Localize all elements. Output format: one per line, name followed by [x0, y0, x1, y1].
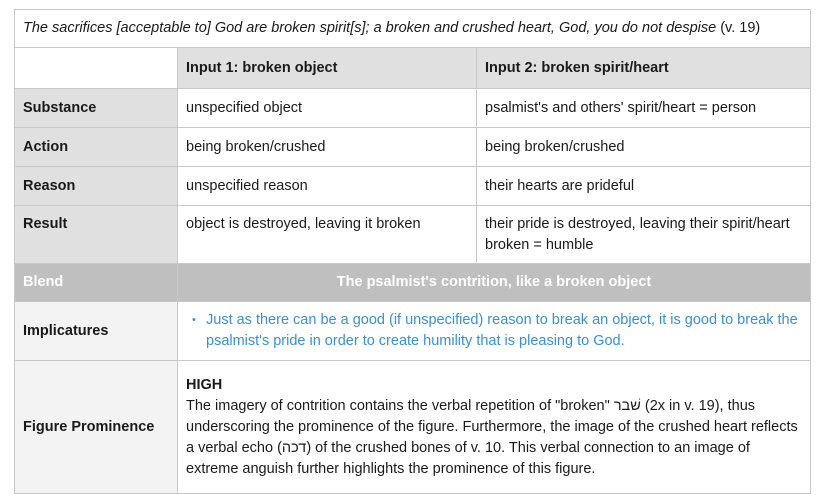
cell-input2: their hearts are prideful [477, 167, 811, 206]
prominence-row [15, 361, 811, 494]
cell-input2: being broken/crushed [477, 128, 811, 167]
implicatures-row [15, 302, 811, 361]
table-row [15, 89, 811, 128]
cell-input1: unspecified reason [178, 167, 477, 206]
cell-input1: unspecified object [178, 89, 477, 128]
row-label: Result [15, 206, 178, 264]
blend-analysis-table [14, 9, 811, 494]
prominence-text: The imagery of contrition contains the verbal repetition of "broken" שׁבר (2x in v. 19), thus underscoring the prominence of the figure. Furthermore, the image of the crushed heart reflects a verbal echo (דכה) of the crushed bones of v. 10. This verbal connection to an image of extreme anguish further highlights the prominence of this figure. [186, 397, 798, 477]
verse-text: The sacrifices [acceptable to] God are broken spirit[s]; a broken and crushed heart, God, you do not despise [23, 20, 717, 36]
verse-caption [15, 10, 811, 48]
implicatures-cell [178, 302, 811, 361]
row-label: Substance [15, 89, 178, 128]
table-row [15, 128, 811, 167]
verse-caption-row [15, 10, 811, 48]
implicature-item: • Just as there can be a good (if unspecified) reason to break an object, it is good to break the psalmist's pride in order to create humility that is pleasing to God. [206, 310, 802, 352]
header-row [15, 48, 811, 89]
blend-row [15, 264, 811, 302]
header-blank [15, 48, 178, 89]
header-input1: Input 1: broken object [178, 48, 477, 89]
cell-input1: object is destroyed, leaving it broken [178, 206, 477, 264]
row-label: Reason [15, 167, 178, 206]
prominence-label: Figure Prominence [15, 361, 178, 494]
table-row [15, 167, 811, 206]
table-row [15, 206, 811, 264]
blend-label: Blend [15, 264, 178, 302]
header-input2: Input 2: broken spirit/heart [477, 48, 811, 89]
cell-input2: their pride is destroyed, leaving their spirit/heart broken = humble [477, 206, 811, 264]
prominence-cell [178, 361, 811, 494]
cell-input1: being broken/crushed [178, 128, 477, 167]
implicatures-list [186, 310, 802, 352]
row-label: Action [15, 128, 178, 167]
blend-value: The psalmist's contrition, like a broken object [178, 264, 811, 302]
cell-input2: psalmist's and others' spirit/heart = person [477, 89, 811, 128]
prominence-level: HIGH [186, 376, 223, 393]
implicatures-label: Implicatures [15, 302, 178, 361]
verse-reference: (v. 19) [716, 20, 761, 36]
